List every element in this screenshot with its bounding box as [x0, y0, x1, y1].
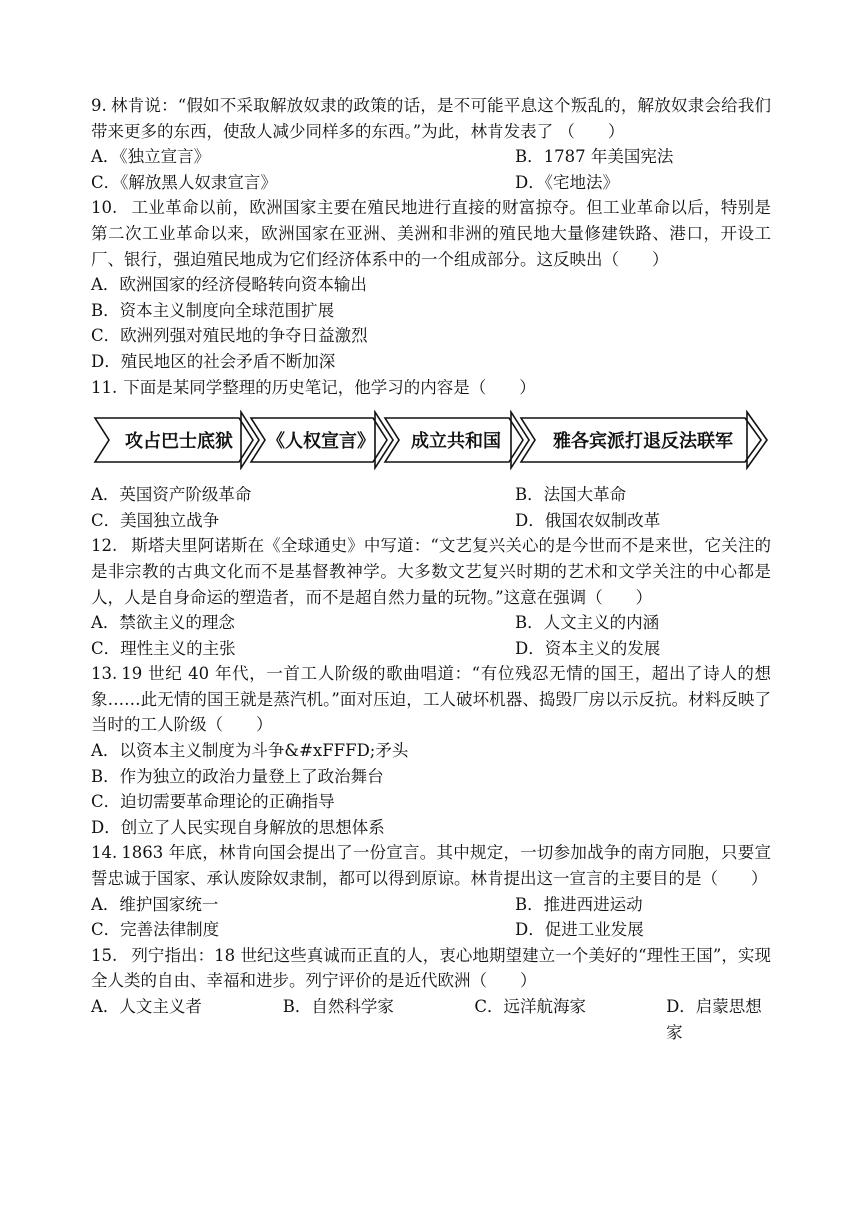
question-12	[91, 533, 771, 661]
question-number: 14.	[91, 843, 118, 863]
option-b[interactable]: B．人文主义的内涵	[515, 613, 660, 633]
option-c[interactable]: C．完善法律制度	[91, 920, 220, 940]
question-15	[91, 943, 771, 1045]
question-stem: 19 世纪 40 年代，一首工人阶级的歌曲唱道：“有位残忍无情的国王，超出了诗人的想象……此无情的国王就是蒸汽机。”面对压迫，工人破坏机器、捣毁厂房以示反抗。材料反映了当时的工人阶级（ ）	[91, 664, 771, 735]
question-10	[91, 195, 771, 374]
option-c[interactable]: C．《解放黑人奴隶宣言》	[91, 172, 277, 192]
question-number: 13.	[91, 664, 118, 684]
question-stem: 工业革命以前，欧洲国家主要在殖民地进行直接的财富掠夺。但工业革命以后，特别是第二次工业革命以来，欧洲国家在亚洲、美洲和非洲的殖民地大量修建铁路、港口，开设工厂、银行，强迫殖民地成为它们经济体系中的一个组成部分。这反映出（ ）	[91, 198, 771, 269]
option-c[interactable]: C．迫切需要革命理论的正确指导	[91, 792, 335, 812]
question-stem: 1863 年底，林肯向国会提出了一份宣言。其中规定，一切参加战争的南方同胞，只要宣誓忠诚于国家、承认废除奴隶制，都可以得到原谅。林肯提出这一宣言的主要目的是（ ）	[91, 843, 771, 889]
option-c[interactable]: C．远洋航海家	[474, 997, 586, 1016]
question-13	[91, 661, 771, 840]
question-stem: 斯塔夫里阿诺斯在《全球通史》中写道：“文艺复兴关心的是今世而不是来世，它关注的是非宗教的古典文化而不是基督教神学。大多数文艺复兴时期的艺术和文学关注的中心都是人，人是自身命运的塑造者，而不是超自然力量的玩物。”这意在强调（ ）	[91, 536, 771, 607]
option-c[interactable]: C．美国独立战争	[91, 510, 220, 530]
flow-step-1: 攻占巴士底狱	[125, 431, 233, 453]
question-11	[91, 375, 771, 534]
option-a[interactable]: A．英国资产阶级革命	[91, 485, 252, 505]
option-d[interactable]: D．创立了人民实现自身解放的思想体系	[91, 817, 385, 837]
option-d[interactable]: D．促进工业发展	[515, 920, 644, 940]
option-b[interactable]: B．推进西进运动	[515, 894, 643, 914]
question-number: 11.	[91, 377, 118, 397]
option-d[interactable]: D．《宅地法》	[515, 172, 619, 192]
option-a[interactable]: A．欧洲国家的经济侵略转向资本输出	[91, 275, 367, 295]
option-a[interactable]: A．维护国家统一	[91, 894, 219, 914]
flow-step-4: 雅各宾派打退反法联军	[553, 431, 733, 453]
option-a[interactable]: A．《独立宣言》	[91, 147, 211, 167]
option-d[interactable]: D．启蒙思想家	[666, 997, 762, 1042]
question-9	[91, 93, 771, 195]
question-number: 12.	[91, 536, 118, 556]
option-a[interactable]: A．禁欲主义的理念	[91, 613, 235, 633]
option-c[interactable]: C．理性主义的主张	[91, 638, 236, 658]
option-b[interactable]: B．资本主义制度向全球范围扩展	[91, 300, 335, 320]
option-b[interactable]: B．自然科学家	[282, 997, 394, 1016]
option-c[interactable]: C．欧洲列强对殖民地的争夺日益激烈	[91, 326, 368, 346]
question-stem: 列宁指出：18 世纪这些真诚而正直的人，衷心地期望建立一个美好的“理性王国”，实现全人类的自由、幸福和进步。列宁评价的是近代欧洲（ ）	[91, 945, 771, 991]
flowchart-svg	[91, 410, 771, 470]
question-number: 10.	[91, 198, 118, 218]
option-a[interactable]: A．以资本主义制度为斗争&#xFFFD;矛头	[91, 741, 409, 761]
option-d[interactable]: D．殖民地区的社会矛盾不断加深	[91, 351, 336, 371]
question-stem: 林肯说：“假如不采取解放奴隶的政策的话，是不可能平息这个叛乱的，解放奴隶会给我们带来更多的东西，使敌人减少同样多的东西。”为此，林肯发表了 （ ）	[91, 96, 771, 141]
exam-page	[91, 93, 771, 1045]
option-a[interactable]: A．人文主义者	[91, 997, 202, 1016]
flow-step-3: 成立共和国	[411, 431, 501, 453]
option-d[interactable]: D．资本主义的发展	[515, 638, 661, 658]
history-notes-flowchart	[91, 410, 771, 470]
option-d[interactable]: D．俄国农奴制改革	[515, 510, 661, 530]
question-number: 9.	[91, 96, 107, 115]
question-14	[91, 840, 771, 942]
option-b[interactable]: B．法国大革命	[515, 485, 627, 505]
question-number: 15.	[91, 945, 118, 965]
flow-step-2: 《人权宣言》	[267, 431, 375, 453]
option-b[interactable]: B．作为独立的政治力量登上了政治舞台	[91, 766, 384, 786]
option-b[interactable]: B．1787 年美国宪法	[515, 147, 674, 167]
question-stem: 下面是某同学整理的历史笔记，他学习的内容是（ ）	[123, 377, 536, 397]
